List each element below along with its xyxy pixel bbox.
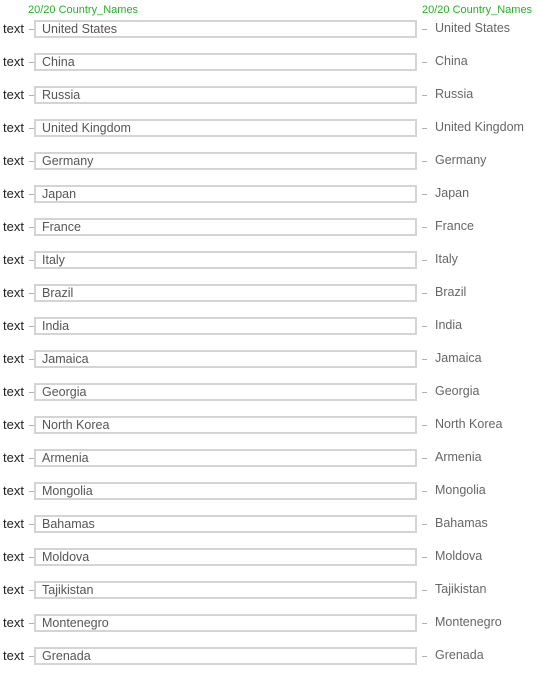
country-field-value: Georgia [42,385,87,399]
row-tag-label: text [3,615,24,630]
country-text-field[interactable] [34,350,417,368]
country-text-field[interactable] [34,53,417,71]
country-output-value: Russia [435,87,474,101]
right-connector [422,293,427,294]
country-output-value: Italy [435,252,458,266]
country-row [0,508,539,541]
right-connector [422,161,427,162]
row-tag-label: text [3,516,24,531]
country-field-value: Japan [42,187,77,201]
right-connector [422,392,427,393]
right-connector [422,194,427,195]
row-tag-label: text [3,384,24,399]
country-output-value: North Korea [435,417,503,431]
country-text-field[interactable] [34,548,417,566]
header-left-label: 20/20 Country_Names [28,4,139,16]
row-tag-label: text [3,450,24,465]
country-field-value: Germany [42,154,94,168]
country-output-value: China [435,54,468,68]
country-row [0,211,539,244]
country-row [0,145,539,178]
country-text-field[interactable] [34,383,417,401]
country-row [0,541,539,574]
row-tag-label: text [3,186,24,201]
right-connector [422,95,427,96]
country-field-value: North Korea [42,418,110,432]
country-field-value: United States [42,22,118,36]
country-row [0,376,539,409]
country-output-value: Mongolia [435,483,486,497]
row-tag-label: text [3,87,24,102]
country-text-field[interactable] [34,251,417,269]
country-text-field[interactable] [34,317,417,335]
right-connector [422,326,427,327]
country-field-value: Armenia [42,451,89,465]
country-field-value: Italy [42,253,65,267]
right-connector [422,524,427,525]
country-output-value: France [435,219,474,233]
country-row [0,178,539,211]
country-field-value: Grenada [42,649,91,663]
country-row [0,277,539,310]
country-output-value: Georgia [435,384,480,398]
country-text-field[interactable] [34,86,417,104]
right-connector [422,227,427,228]
row-tag-label: text [3,54,24,69]
right-connector [422,359,427,360]
right-connector [422,590,427,591]
country-row [0,343,539,376]
right-connector [422,260,427,261]
country-text-field[interactable] [34,449,417,467]
country-field-value: France [42,220,81,234]
country-text-field[interactable] [34,185,417,203]
country-output-value: Japan [435,186,470,200]
row-tag-label: text [3,252,24,267]
country-row [0,112,539,145]
country-field-value: Brazil [42,286,74,300]
country-field-value: United Kingdom [42,121,131,135]
header-right-label: 20/20 Country_Names [422,4,533,16]
country-output-value: United States [435,21,511,35]
country-row [0,13,539,46]
country-text-field[interactable] [34,647,417,665]
row-tag-label: text [3,582,24,597]
row-tag-label: text [3,549,24,564]
country-field-value: Tajikistan [42,583,94,597]
country-field-value: China [42,55,75,69]
right-connector [422,656,427,657]
country-row [0,574,539,607]
country-row [0,310,539,343]
country-field-value: Montenegro [42,616,109,630]
country-output-value: Grenada [435,648,484,662]
right-connector [422,425,427,426]
country-row [0,640,539,673]
country-row [0,244,539,277]
row-tag-label: text [3,483,24,498]
country-output-value: Armenia [435,450,482,464]
country-field-value: Bahamas [42,517,95,531]
right-connector [422,29,427,30]
right-connector [422,62,427,63]
right-connector [422,491,427,492]
country-output-value: Montenegro [435,615,502,629]
country-text-field[interactable] [34,218,417,236]
country-output-value: Jamaica [435,351,482,365]
country-row [0,46,539,79]
right-connector [422,458,427,459]
country-rows-list [0,13,539,673]
country-field-value: Moldova [42,550,90,564]
row-tag-label: text [3,648,24,663]
country-field-value: Russia [42,88,81,102]
country-row [0,607,539,640]
country-output-value: Bahamas [435,516,488,530]
country-output-value: Moldova [435,549,483,563]
country-text-field[interactable] [34,284,417,302]
country-output-value: Germany [435,153,487,167]
country-field-value: Jamaica [42,352,89,366]
country-output-value: Brazil [435,285,467,299]
country-output-value: India [435,318,463,332]
country-field-value: Mongolia [42,484,93,498]
right-connector [422,623,427,624]
country-output-value: Tajikistan [435,582,487,596]
row-tag-label: text [3,285,24,300]
row-tag-label: text [3,21,24,36]
row-tag-label: text [3,153,24,168]
country-row [0,475,539,508]
row-tag-label: text [3,351,24,366]
row-tag-label: text [3,417,24,432]
row-tag-label: text [3,318,24,333]
country-field-value: India [42,319,70,333]
country-output-value: United Kingdom [435,120,524,134]
country-row [0,442,539,475]
right-connector [422,128,427,129]
row-tag-label: text [3,219,24,234]
country-row [0,79,539,112]
right-connector [422,557,427,558]
country-row [0,409,539,442]
row-tag-label: text [3,120,24,135]
